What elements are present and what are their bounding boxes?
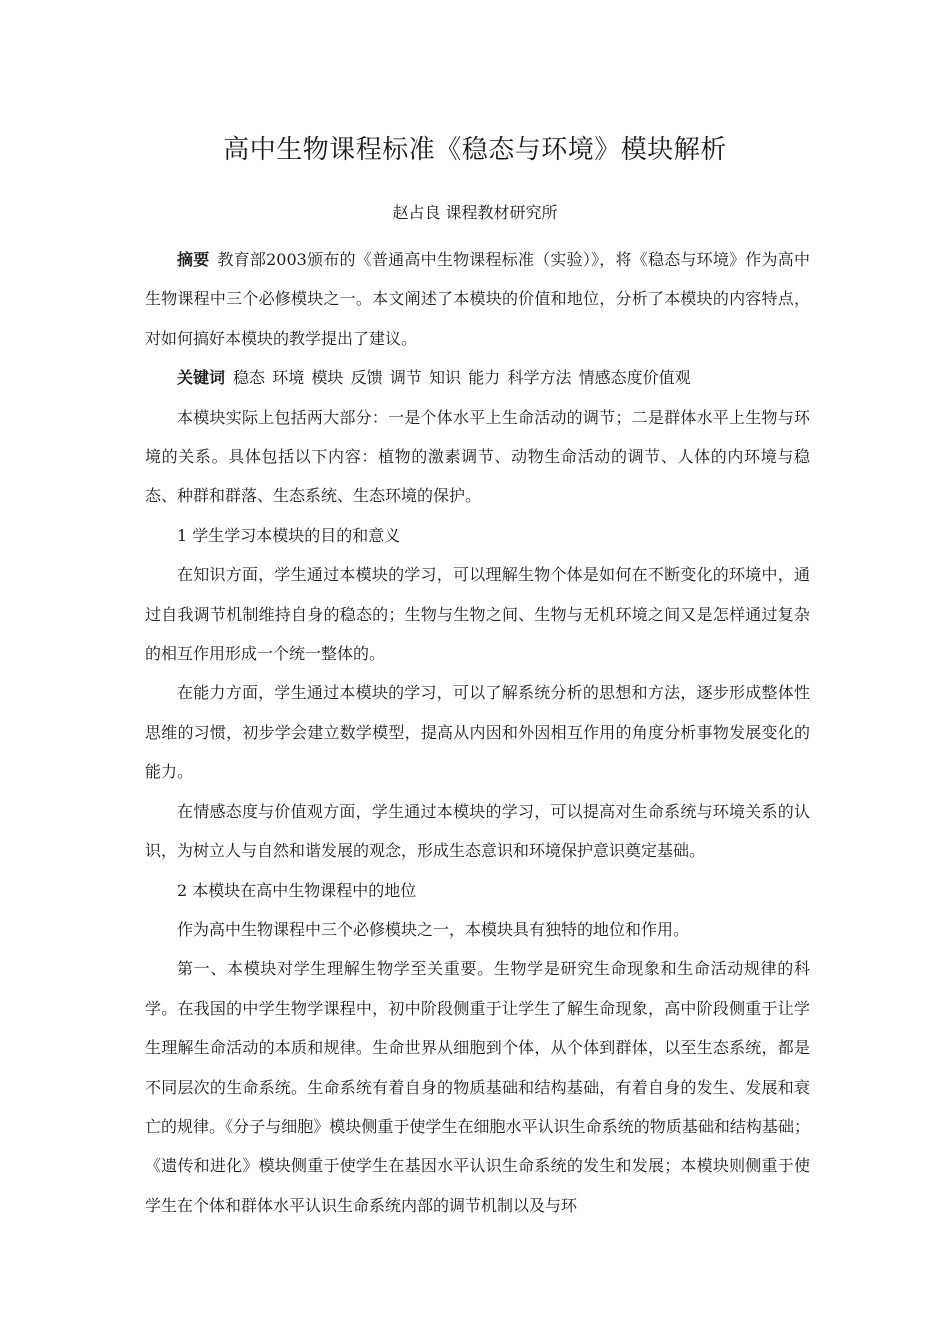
author-line: 赵占良 课程教材研究所 <box>392 203 558 222</box>
body-paragraph: 在能力方面，学生通过本模块的学习，可以了解系统分析的思想和方法，逐步形成整体性思维的习惯，初步学会建立数学模型，提高从内因和外因相互作用的角度分析事物发展变化的能力。 <box>145 683 810 782</box>
abstract-paragraph <box>145 240 810 358</box>
body-paragraph: 在情感态度与价值观方面，学生通过本模块的学习，可以提高对生命系统与环境关系的认识，为树立人与自然和谐发展的观念，形成生态意识和环境保护意识奠定基础。 <box>145 801 810 861</box>
document-title: 高中生物课程标准《稳态与环境》模块解析 <box>223 135 727 165</box>
keyword: 能力 <box>468 368 501 388</box>
keyword: 环境 <box>272 368 305 388</box>
keyword: 调节 <box>389 368 422 388</box>
abstract-text: 教育部2003颁布的《普通高中生物课程标准（实验）》，将《稳态与环境》作为高中生物课程中三个必修模块之一。本文阐述了本模块的价值和地位，分析了本模块的内容特点，对如何搞好本模块的教学提出了建议。 <box>145 250 810 348</box>
keywords-paragraph <box>145 358 810 397</box>
body-paragraph: 第一、本模块对学生理解生物学至关重要。生物学是研究生命现象和生命活动规律的科学。在我国的中学生物学课程中，初中阶段侧重于让学生了解生命现象，高中阶段侧重于让学生理解生命活动的本质和规律。生命世界从细胞到个体，从个体到群体，以至生态系统，都是不同层次的生命系统。生命系统有着自身的物质基础和结构基础，有着自身的发生、发展和衰亡的规律。《分子与细胞》模块侧重于使学生在细胞水平认识生命系统的物质基础和结构基础；《遗传和进化》模块侧重于使学生在基因水平认识生命系统的发生和发展；本模块则侧重于使学生在个体和群体水平认识生命系统内部的调节机制以及与环 <box>145 959 810 1215</box>
abstract-label: 摘要 <box>177 250 210 269</box>
keywords-label: 关键词 <box>177 368 226 388</box>
keyword: 情感态度价值观 <box>578 368 691 388</box>
keyword: 模块 <box>311 368 344 388</box>
body-paragraph: 作为高中生物课程中三个必修模块之一，本模块具有独特的地位和作用。 <box>177 919 690 939</box>
body-paragraph: 本模块实际上包括两大部分：一是个体水平上生命活动的调节；二是群体水平上生物与环境的关系。具体包括以下内容：植物的激素调节、动物生命活动的调节、人体的内环境与稳态、种群和群落、生态系统、生态环境的保护。 <box>145 407 810 506</box>
body-paragraph: 在知识方面，学生通过本模块的学习，可以理解生物个体是如何在不断变化的环境中，通过自我调节机制维持自身的稳态的；生物与生物之间、生物与无机环境之间又是怎样通过复杂的相互作用形成一个统一整体的。 <box>145 565 810 664</box>
keyword: 知识 <box>429 368 462 388</box>
section-heading: 1 学生学习本模块的目的和意义 <box>177 525 401 545</box>
keyword: 科学方法 <box>507 368 572 388</box>
document-body <box>145 240 810 1225</box>
keyword: 反馈 <box>350 368 383 388</box>
section-heading: 2 本模块在高中生物课程中的地位 <box>177 880 417 900</box>
keyword: 稳态 <box>233 368 266 388</box>
